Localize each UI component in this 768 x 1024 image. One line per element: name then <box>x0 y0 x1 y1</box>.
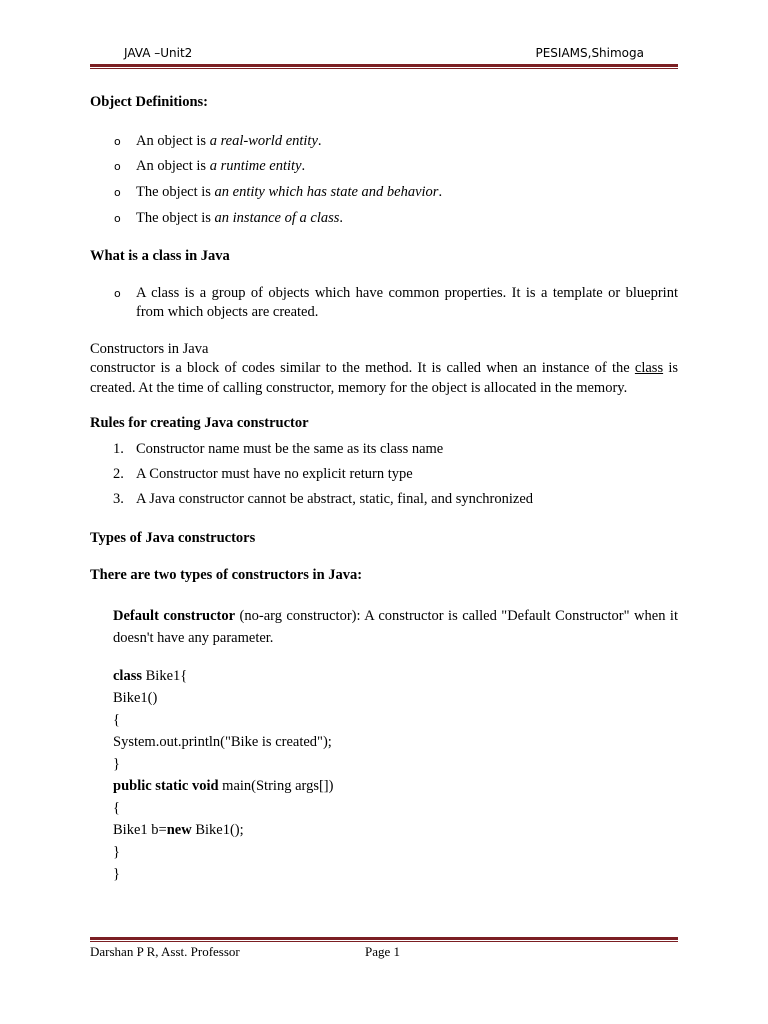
class-heading: What is a class in Java <box>90 248 230 264</box>
rule-item-3: A Java constructor cannot be abstract, static, final, and synchronized <box>136 491 534 507</box>
object-def-item-3: The object is an entity which has state and behavior. <box>136 184 443 200</box>
default-constructor-paragraph: Default constructor (no-arg constructor): A constructor is called "Default Constructor" when it doesn't have any parameter. <box>113 608 678 646</box>
code-line-10: } <box>113 866 120 882</box>
code-line-1: class Bike1{ <box>113 668 188 684</box>
code-line-3: { <box>113 712 120 728</box>
footer-page-number: Page 1 <box>365 944 401 959</box>
class-link[interactable]: class <box>634 360 664 376</box>
rule-item-2: A Constructor must have no explicit return type <box>136 466 413 482</box>
bullet-marker: o <box>114 135 121 148</box>
object-def-item-4: The object is an instance of a class. <box>136 210 344 226</box>
footer-rule-thick <box>90 937 678 940</box>
bullet-marker: o <box>114 160 121 173</box>
object-definitions-heading: Object Definitions: <box>90 94 208 110</box>
object-def-item-2: An object is a runtime entity. <box>136 158 306 174</box>
rule-number: 3. <box>113 491 124 507</box>
footer-author: Darshan P R, Asst. Professor <box>90 944 240 959</box>
header-right: PESIAMS,Shimoga <box>535 46 644 60</box>
bullet-marker: o <box>114 186 121 199</box>
bullet-marker: o <box>114 212 121 225</box>
rule-number: 2. <box>113 466 124 482</box>
rules-heading: Rules for creating Java constructor <box>90 415 309 431</box>
code-line-5: } <box>113 756 120 772</box>
constructors-paragraph: constructor is a block of codes similar to the method. It is called when an instance of the class is created. At the time of calling constructor, memory for the object is allocated in the memory. <box>90 360 679 396</box>
header-rule-thin <box>90 68 678 69</box>
header-rule-thick <box>90 64 678 67</box>
code-line-6: public static void main(String args[]) <box>113 778 334 794</box>
code-line-8: Bike1 b=new Bike1(); <box>113 822 244 838</box>
types-heading: Types of Java constructors <box>90 530 256 546</box>
code-line-9: } <box>113 844 120 860</box>
constructors-title: Constructors in Java <box>90 341 209 357</box>
header-left: JAVA –Unit2 <box>124 46 193 60</box>
bullet-marker: o <box>114 287 121 300</box>
code-line-4: System.out.println("Bike is created"); <box>113 734 332 750</box>
object-def-item-1: An object is a real-world entity. <box>136 133 322 149</box>
rule-item-1: Constructor name must be the same as its class name <box>136 441 444 457</box>
footer-rule-thin <box>90 941 678 942</box>
rule-number: 1. <box>113 441 124 457</box>
code-line-7: { <box>113 800 120 816</box>
types-subheading: There are two types of constructors in Java: <box>90 567 363 583</box>
class-definition: A class is a group of objects which have common properties. It is a template or blueprint from which objects are created. <box>136 285 678 320</box>
code-line-2: Bike1() <box>113 690 158 706</box>
